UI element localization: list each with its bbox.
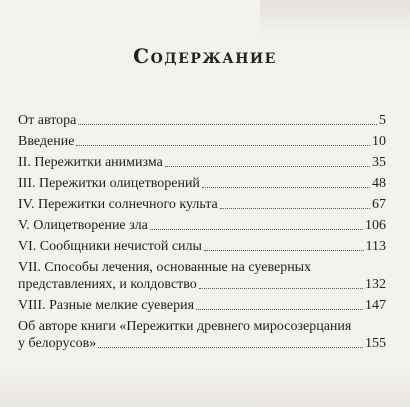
dot-leader xyxy=(98,347,363,348)
table-of-contents xyxy=(18,112,386,356)
toc-entry-label-line1: Об авторе книги «Пережитки древнего миросозерцания xyxy=(18,319,352,334)
toc-entry-label-line1: VII. Способы лечения, основанные на суеверных xyxy=(18,260,312,275)
toc-entry-chapter-5 xyxy=(18,217,386,234)
toc-entry-page: 67 xyxy=(372,197,386,212)
page-title: Содержание xyxy=(133,44,277,68)
toc-entry-page: 155 xyxy=(365,336,386,351)
dot-leader xyxy=(204,250,364,251)
toc-entry-label: VI. Сообщники нечистой силы xyxy=(18,239,202,254)
toc-entry-about-book-author xyxy=(18,318,386,352)
dot-leader xyxy=(165,166,370,167)
toc-entry-chapter-7 xyxy=(18,259,386,293)
dot-leader xyxy=(220,208,370,209)
toc-entry-about-author xyxy=(18,112,386,129)
toc-entry-chapter-8 xyxy=(18,297,386,314)
toc-entry-label: II. Пережитки анимизма xyxy=(18,155,163,170)
next-page-bleed xyxy=(0,367,410,407)
toc-entry-label: Введение xyxy=(18,134,75,149)
dot-leader xyxy=(202,187,370,188)
toc-entry-label: VIII. Разные мелкие суеверия xyxy=(18,298,195,313)
toc-entry-label: III. Пережитки олицетворений xyxy=(18,176,200,191)
toc-entry-chapter-4 xyxy=(18,196,386,213)
dot-leader xyxy=(196,309,363,310)
toc-entry-page: 106 xyxy=(365,218,386,233)
dot-leader xyxy=(199,288,363,289)
toc-entry-label-line2: у белорусов» xyxy=(18,336,97,351)
toc-entry-introduction xyxy=(18,133,386,150)
toc-entry-label: V. Олицетворение зла xyxy=(18,218,148,233)
toc-entry-page: 113 xyxy=(365,239,386,254)
dot-leader xyxy=(76,145,370,146)
toc-entry-page: 10 xyxy=(372,134,386,149)
toc-entry-page: 35 xyxy=(372,155,386,170)
dot-leader xyxy=(150,229,363,230)
toc-entry-chapter-2 xyxy=(18,154,386,171)
toc-entry-chapter-6 xyxy=(18,238,386,255)
toc-entry-page: 147 xyxy=(365,298,386,313)
dot-leader xyxy=(78,124,377,125)
toc-entry-chapter-3 xyxy=(18,175,386,192)
toc-entry-page: 5 xyxy=(379,113,386,128)
previous-page-bleed xyxy=(260,0,410,38)
toc-entry-page: 48 xyxy=(372,176,386,191)
toc-entry-page: 132 xyxy=(365,277,386,292)
toc-entry-label: От автора xyxy=(18,113,77,128)
toc-entry-label: IV. Пережитки солнечного культа xyxy=(18,197,218,212)
toc-entry-label-line2: представлениях, и колдовство xyxy=(18,277,197,292)
